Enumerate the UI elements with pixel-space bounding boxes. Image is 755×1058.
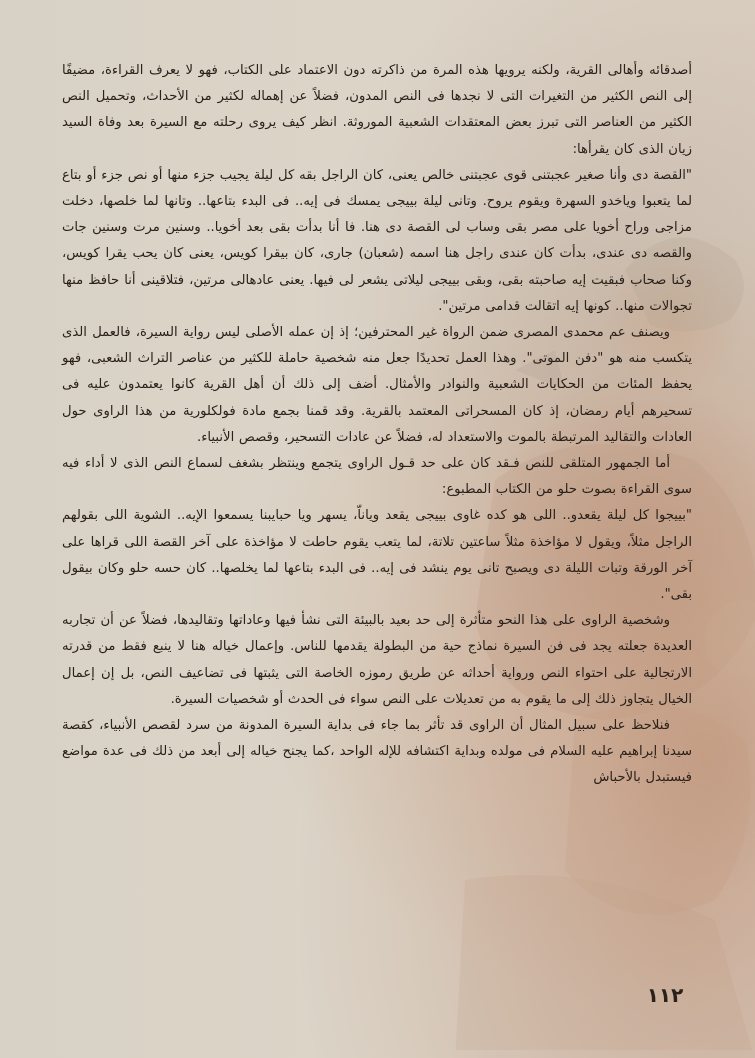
quote-2: "بييجوا كل ليلة يقعدو.. اللى هو كده غاوى بييجى يقعد وياناّ، يسهر ويا حبايبنا يسمعوا الإيه.. الشوية اللى بقولهم الراجل مثلاً، ويقول لا مؤاخذة مثلاً ساعتين تلاتة، لما يتعب يقوم حاطت لا مؤاخذة على آخر القصة اللى قراها على آخر الورقة وتبات الليلة دى ويصبح تانى يوم ينشد فى إيه.. فى البدء بتاعها لما يخلصها.. كان حسه حلو وكان بيقول بقى". — [62, 508, 692, 603]
paragraph-3: أما الجمهور المتلقى للنص فـقد كان على حد قـول الراوى يتجمع وينتظر بشغف لسماع النص الذى لا أداء فيه سوى القراءة بصوت حلو من الكتاب المطبوع: — [62, 456, 692, 498]
paragraph-1: أصدقائه وأهالى القرية، ولكنه يرويها هذه المرة من ذاكرته دون الاعتماد على الكتاب، فهو لا يعرف القراءة، مضيفًا إلى النص الكثير من التغيرات التى لا نجدها فى النص المدون، فضلاً عن إهماله لكثير من الأحداث، وتحميل النص الكثير من العناصر التى تبرز بعض المعتقدات الشعبية الموروثة. انظر كيف يروى رحلته مع السيرة بعد وفاة السيد زيان الذى كان يقرأها: — [62, 63, 692, 157]
article-body — [62, 58, 692, 792]
quote-1: "القصة دى وأنا صغير عجبتنى قوى عجبتنى خالص يعنى، كان الراجل بقه كل ليلة يجيب جزء منها أو نص جزء أو بتاع لما يتعبوا وياخدو السهرة ويقوم يروح. وتانى ليلة بييجى يمسك فى إيه.. فى البدء بتاعها.. وتانها لما خلصها، دخلت مزاجى وراح أخويا على مصر بقى وساب لى القصة دى هنا. فا أنا بدأت بقى بعد أخويا.. وسنين مرت وسنين جات والقصه دى عندى، بدأت كان عندى راجل هنا اسمه (شعبان) جارى، كان بيقرا كويس، يعنى كان يحب يقرا كويس، وكنا صحاب فبقيت إيه صاحبته بقى، وبقى بييجى ليلاتى يشعر لى فيها. يعنى عادهالى مرتين، فتلاقينى أنا حافظ منها تجوالات منها.. كونها إيه اتقالت قدامى مرتين". — [62, 167, 692, 314]
page-number: ١١٢ — [646, 983, 684, 1007]
paragraph-4: وشخصية الراوى على هذا النحو متأثرة إلى حد بعيد بالبيئة التى نشأ فيها وعاداتها وتقاليدها، فضلاً عن أن تجاربه العديدة جعلته يجد فى فن السيرة نماذج حية من البطولة يقدمها للناس. وإعمال خياله هنا لا ينبع فقط من قدرته الارتجالية على احتواء النص ورواية أحداثه عن طريق رموزه الخاصة التى يثبتها فى تضاعيف النص، بل إن إعمال الخيال يتجاوز ذلك إلى ما يقوم به من تعديلات على النص سواء فى الحدث أو شخصيات السيرة. — [62, 613, 692, 707]
paragraph-2: ويصنف عم محمدى المصرى ضمن الرواة غير المحترفين؛ إذ إن عمله الأصلى ليس رواية السيرة، فالعمل الذى يتكسب منه هو "دفن الموتى". وهذا العمل تحديدًا جعل منه شخصية حاملة للكثير من عناصر التراث الشعبى، فهو يحفظ المئات من الحكايات الشعبية والنوادر والأمثال. أضف إلى ذلك أن أهل القرية كانوا يعتمدون عليه فى تسحيرهم أيام رمضان، إذ كان المسحراتى المعتمد بالقرية. وقد قمنا بجمع مادة فولكلورية من هذا الراوى حول العادات والتقاليد المرتبطة بالموت والاستعداد له، فضلاً عن عادات التسحير، وقصص الأنبياء. — [62, 325, 692, 445]
paragraph-5: فنلاحظ على سبيل المثال أن الراوى قد تأثر بما جاء فى بداية السيرة المدونة من سرد لقصص الأنبياء، كقصة سيدنا إبراهيم عليه السلام فى مولده وبداية اكتشافه للإله الواحد ،كما يجنح خياله إلى أبعد من ذلك فى عدة مواضع فيستبدل بالأحباش — [62, 718, 692, 786]
